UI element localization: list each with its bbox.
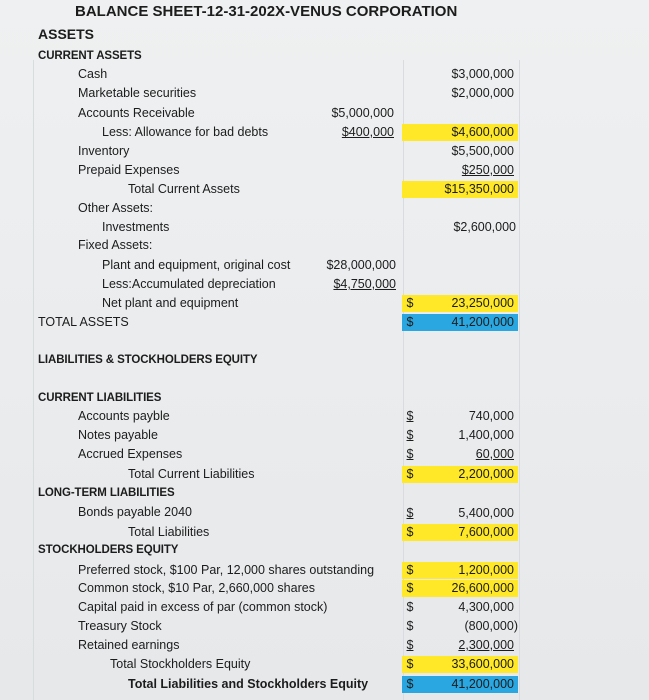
- dollar-sign: $: [406, 467, 414, 481]
- assets-heading: ASSETS: [38, 26, 95, 42]
- treasury-value: (800,000): [464, 619, 518, 633]
- dollar-sign: $: [406, 296, 414, 310]
- receivable-value: $5,000,000: [331, 106, 394, 120]
- investments-value: $2,600,000: [453, 220, 516, 234]
- liabilities-heading: LIABILITIES & STOCKHOLDERS EQUITY: [38, 354, 258, 366]
- notes-payable-label: Notes payable: [78, 428, 158, 442]
- sheet-title: BALANCE SHEET-12-31-202X-VENUS CORPORATION: [75, 3, 458, 20]
- common-label: Common stock, $10 Par, 2,660,000 shares: [78, 581, 315, 595]
- total-current-liabilities-value: 2,200,000: [458, 467, 514, 481]
- preferred-value: 1,200,000: [458, 563, 514, 577]
- plant-label: Plant and equipment, original cost: [102, 258, 291, 272]
- dollar-sign: $: [406, 506, 414, 520]
- retained-value: 2,300,000: [458, 638, 514, 652]
- cash-label: Cash: [78, 67, 108, 81]
- total-equity-value: 33,600,000: [451, 657, 514, 671]
- preferred-label: Preferred stock, $100 Par, 12,000 shares outstanding: [78, 563, 375, 577]
- dollar-sign: $: [406, 447, 414, 461]
- grid-line: [33, 60, 34, 700]
- other-assets-label: Other Assets:: [78, 201, 154, 215]
- allowance-label: Less: Allowance for bad debts: [102, 125, 269, 139]
- accrued-label: Accrued Expenses: [78, 447, 183, 461]
- total-liabilities-value: 7,600,000: [458, 525, 514, 539]
- allowance-value: $400,000: [341, 125, 394, 139]
- treasury-label: Treasury Stock: [78, 619, 162, 633]
- total-current-assets-value: $15,350,000: [444, 182, 514, 196]
- total-current-liabilities-label: Total Current Liabilities: [128, 467, 255, 481]
- net-receivable-value: $4,600,000: [451, 125, 514, 139]
- depreciation-value: $4,750,000: [333, 277, 396, 291]
- long-term-heading: LONG-TERM LIABILITIES: [38, 487, 175, 499]
- accounts-payable-label: Accounts payble: [78, 409, 170, 423]
- marketable-label: Marketable securities: [78, 86, 197, 100]
- net-plant-value: 23,250,000: [451, 296, 514, 310]
- dollar-sign: $: [406, 600, 414, 614]
- prepaid-label: Prepaid Expenses: [78, 163, 180, 177]
- marketable-value: $2,000,000: [451, 86, 514, 100]
- dollar-sign: $: [406, 657, 414, 671]
- inventory-value: $5,500,000: [451, 144, 514, 158]
- accounts-payable-value: 740,000: [468, 409, 514, 423]
- capital-value: 4,300,000: [458, 600, 514, 614]
- dollar-sign: $: [406, 428, 414, 442]
- dollar-sign: $: [406, 619, 414, 633]
- bonds-label: Bonds payable 2040: [78, 505, 192, 519]
- total-liabilities-label: Total Liabilities: [128, 525, 210, 539]
- total-assets-label: TOTAL ASSETS: [38, 315, 129, 329]
- dollar-sign: $: [406, 563, 414, 577]
- dollar-sign: $: [406, 315, 414, 329]
- cash-value: $3,000,000: [451, 67, 514, 81]
- receivable-label: Accounts Receivable: [78, 106, 195, 120]
- accrued-value: 60,000: [475, 447, 514, 461]
- inventory-label: Inventory: [78, 144, 130, 158]
- total-liabilities-equity-value: 41,200,000: [451, 677, 514, 691]
- grid-line: [519, 60, 520, 700]
- capital-label: Capital paid in excess of par (common stock): [78, 600, 328, 614]
- prepaid-value: $250,000: [461, 163, 514, 177]
- dollar-sign: $: [406, 638, 414, 652]
- depreciation-label: Less:Accumulated depreciation: [102, 277, 276, 291]
- current-assets-heading: CURRENT ASSETS: [38, 50, 142, 62]
- current-liabilities-heading: CURRENT LIABILITIES: [38, 392, 162, 404]
- dollar-sign: $: [406, 581, 414, 595]
- total-liabilities-equity-label: Total Liabilities and Stockholders Equity: [128, 677, 369, 691]
- dollar-sign: $: [406, 677, 414, 691]
- dollar-sign: $: [406, 409, 414, 423]
- total-current-assets-label: Total Current Assets: [128, 182, 240, 196]
- net-plant-label: Net plant and equipment: [102, 296, 239, 310]
- dollar-sign: $: [406, 525, 414, 539]
- total-equity-label: Total Stockholders Equity: [110, 657, 251, 671]
- total-assets-value: 41,200,000: [451, 315, 514, 329]
- retained-label: Retained earnings: [78, 638, 180, 652]
- notes-payable-value: 1,400,000: [458, 428, 514, 442]
- equity-heading: STOCKHOLDERS EQUITY: [38, 544, 179, 556]
- common-value: 26,600,000: [451, 581, 514, 595]
- bonds-value: 5,400,000: [458, 506, 514, 520]
- fixed-assets-label: Fixed Assets:: [78, 238, 153, 252]
- investments-label: Investments: [102, 220, 170, 234]
- plant-value: $28,000,000: [326, 258, 396, 272]
